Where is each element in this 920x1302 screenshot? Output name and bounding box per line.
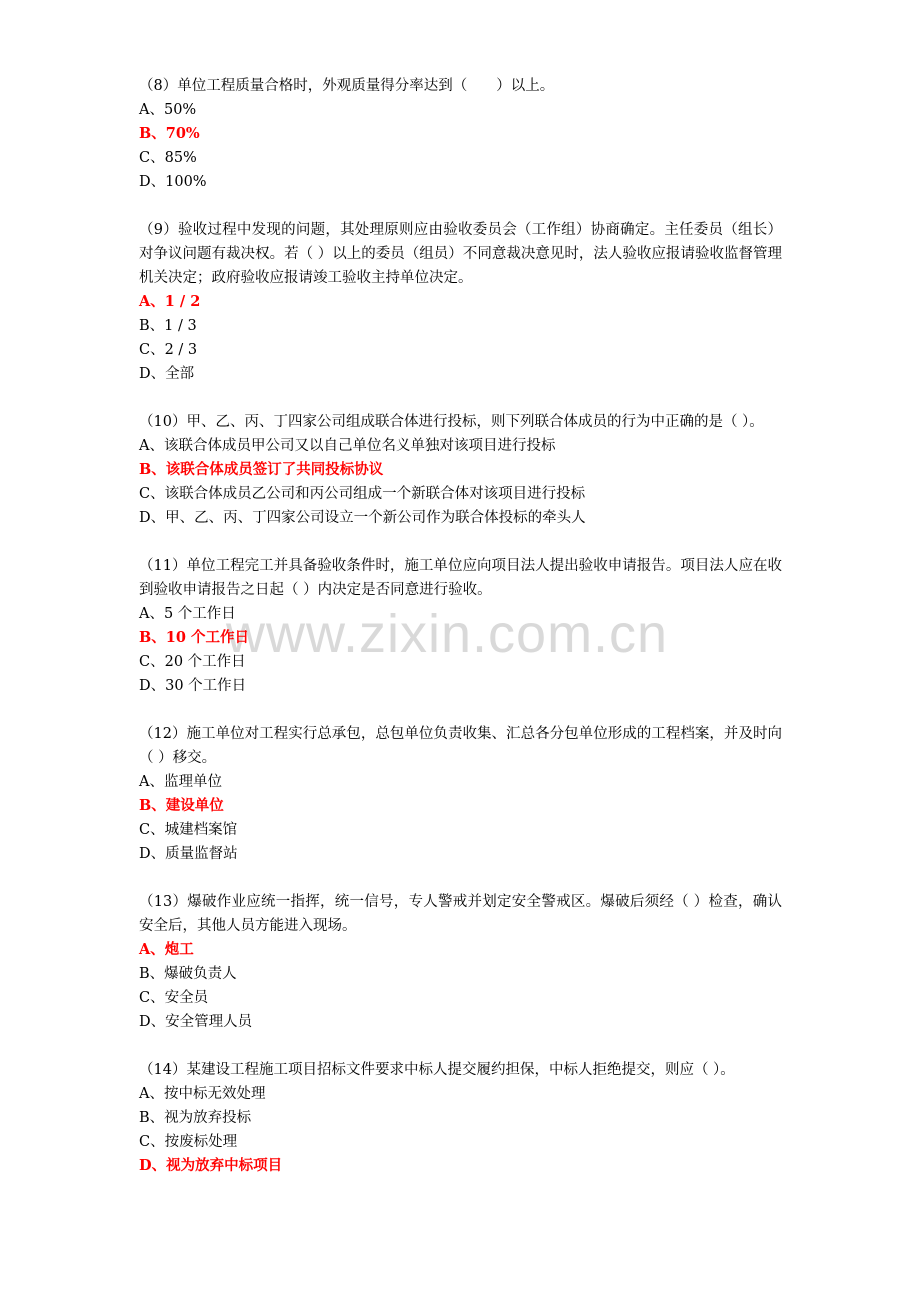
answer-option-correct: A、炮工 (139, 941, 194, 958)
answer-option: A、50% (139, 102, 197, 118)
question-stem: （8）单位工程质量合格时，外观质量得分率达到（ ）以上。 (139, 78, 555, 94)
answer-option-correct: B、建设单位 (139, 797, 224, 814)
answer-option: D、30 个工作日 (139, 678, 247, 694)
answer-option: D、100% (139, 174, 207, 190)
answer-option-correct: B、该联合体成员签订了共同投标协议 (139, 461, 384, 478)
question-block (139, 722, 782, 866)
answer-option: D、安全管理人员 (139, 1014, 253, 1030)
question-block (139, 74, 782, 194)
answer-option: C、85% (139, 150, 197, 166)
question-stem: （12）施工单位对工程实行总承包，总包单位负责收集、汇总各分包单位形成的工程档案，并及时向（ ）移交。 (139, 726, 782, 766)
question-stem: （11）单位工程完工并具备验收条件时，施工单位应向项目法人提出验收申请报告。项目法人应在收到验收申请报告之日起（ ）内决定是否同意进行验收。 (139, 558, 782, 598)
answer-option: B、1 / 3 (139, 318, 197, 334)
question-block (139, 1058, 782, 1178)
answer-option: A、5 个工作日 (139, 606, 236, 622)
answer-option: C、按废标处理 (139, 1134, 238, 1150)
question-block (139, 218, 782, 386)
answer-option: A、按中标无效处理 (139, 1086, 266, 1102)
answer-option: D、全部 (139, 366, 195, 382)
answer-option: C、安全员 (139, 990, 209, 1006)
question-block (139, 410, 782, 530)
answer-option: D、质量监督站 (139, 846, 238, 862)
question-stem: （9）验收过程中发现的问题，其处理原则应由验收委员会（工作组）协商确定。主任委员（组长）对争议问题有裁决权。若（ ）以上的委员（组员）不同意裁决意见时，法人验收应报请验收监督管理机关决定；政府验收应报请竣工验收主持单位决定。 (139, 222, 782, 286)
answer-option-correct: B、70% (139, 125, 200, 142)
answer-option: C、该联合体成员乙公司和丙公司组成一个新联合体对该项目进行投标 (139, 486, 586, 502)
answer-option: C、2 / 3 (139, 342, 198, 358)
question-stem: （14）某建设工程施工项目招标文件要求中标人提交履约担保，中标人拒绝提交，则应（ ）。 (139, 1062, 735, 1078)
answer-option: C、20 个工作日 (139, 654, 246, 670)
answer-option: A、该联合体成员甲公司又以自己单位名义单独对该项目进行投标 (139, 438, 556, 454)
answer-option: C、城建档案馆 (139, 822, 238, 838)
answer-option-correct: B、10 个工作日 (139, 629, 249, 646)
question-stem: （13）爆破作业应统一指挥，统一信号，专人警戒并划定安全警戒区。爆破后须经（ ）检查，确认安全后，其他人员方能进入现场。 (139, 894, 782, 934)
question-stem: （10）甲、乙、丙、丁四家公司组成联合体进行投标，则下列联合体成员的行为中正确的是（ ）。 (139, 414, 764, 430)
watermark: www.zixin.com.cn (226, 604, 669, 664)
answer-option: A、监理单位 (139, 774, 222, 790)
question-list (139, 74, 782, 1202)
answer-option-correct: A、1 / 2 (139, 293, 201, 310)
answer-option: B、视为放弃投标 (139, 1110, 252, 1126)
question-block (139, 890, 782, 1034)
answer-option: B、爆破负责人 (139, 966, 237, 982)
question-block (139, 554, 782, 698)
answer-option: D、甲、乙、丙、丁四家公司设立一个新公司作为联合体投标的牵头人 (139, 510, 586, 526)
answer-option-correct: D、视为放弃中标项目 (139, 1157, 283, 1174)
